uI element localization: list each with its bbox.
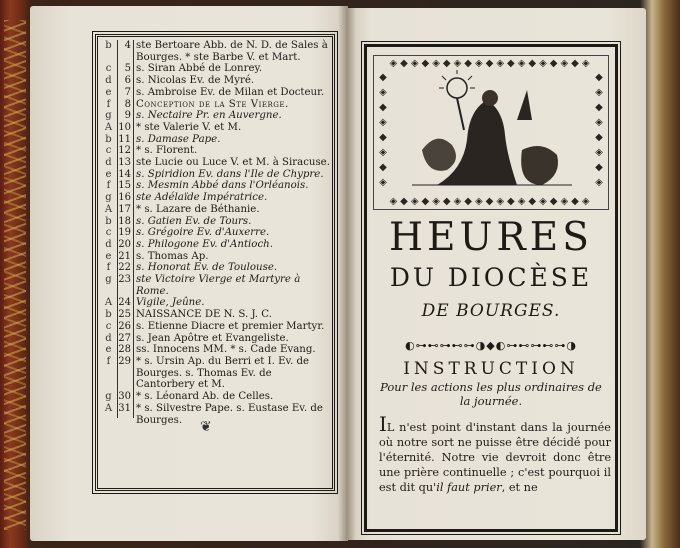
calendar-row — [100, 391, 332, 403]
dominical-letter: f — [106, 355, 111, 367]
calendar-row — [100, 40, 332, 63]
calendar-row — [100, 356, 332, 391]
saint-entry: s. Philogone Ev. d'Antioch. — [136, 238, 273, 250]
instruction-paragraph — [379, 412, 611, 495]
dominical-letter: b — [105, 215, 112, 227]
dominical-letter: e — [105, 86, 112, 98]
calendar-row — [100, 204, 332, 216]
dominical-letter: g — [105, 192, 112, 204]
engraving-illustration — [402, 70, 582, 195]
book-place: DE BOURGES. — [421, 301, 561, 321]
saint-entry: s. Nicolas Ev. de Myré. — [136, 75, 255, 87]
day-number: 18 — [118, 215, 131, 227]
calendar-row — [100, 75, 332, 87]
title-page-frame — [364, 44, 618, 532]
saint-entry: s. Nectaire Pr. en Auvergne. — [136, 110, 282, 122]
calendar-row — [100, 169, 332, 181]
saint-entry: ste Victoire Vierge et Martyre à Rome. — [136, 274, 301, 297]
saint-entry: s. Gatien Ev. de Tours. — [136, 215, 252, 227]
day-number: 13 — [118, 157, 131, 169]
saint-entry: s. Honorat Ev. de Toulouse. — [136, 262, 278, 274]
saint-entry: Vigile, Jeûne. — [136, 297, 205, 309]
dominical-letter: c — [105, 320, 112, 332]
dominical-letter: b — [105, 40, 112, 51]
calendar-row — [100, 134, 332, 146]
dominical-letter: e — [105, 250, 112, 262]
ornament-divider: ◐⊶⊷⊶⊷⊶◑◆◐⊶⊷⊶⊷⊶◑ — [405, 339, 577, 352]
saint-entry: s. Thomas Ap. — [136, 250, 209, 262]
day-number: 24 — [118, 297, 131, 309]
dominical-letter: d — [105, 238, 112, 250]
dominical-letter: b — [105, 133, 112, 145]
column-divider — [117, 40, 118, 418]
saint-entry: ste Bertoare Abb. de N. D. de Sales à Bourges. * ste Barbe V. et Mart. — [136, 40, 328, 63]
day-number: 9 — [124, 110, 131, 122]
ornament-row-bottom: ◈◆◈◆◈◆◈◆◈◆◈◆◈◆◈◆◈◆◈ — [389, 196, 593, 207]
day-number: 31 — [118, 402, 131, 414]
calendar-frame — [95, 34, 335, 491]
drop-cap: I — [379, 412, 387, 436]
saint-entry: ste Lucie ou Luce V. et M. à Siracuse. — [136, 157, 330, 169]
calendar-row — [100, 274, 332, 297]
saint-entry: * ste Valerie V. et M. — [136, 121, 242, 133]
day-number: 26 — [118, 320, 131, 332]
day-number: 23 — [118, 274, 131, 286]
day-number: 15 — [118, 180, 131, 192]
paragraph-text: L n'est point d'instant dans la journée où notre sort ne puisse être décidé pour l'éternité. Notre vie devroit donc être une prière continuelle ; c'est pourquoi il est dit qu' — [379, 421, 611, 494]
calendar-row — [100, 262, 332, 274]
day-number: 14 — [118, 168, 131, 180]
saint-entry: * s. Ursin Ap. du Berri et I. Ev. de Bourges. s. Thomas Ev. de Cantorbery et M. — [136, 355, 310, 391]
saint-entry: s. Siran Abbé de Lonrey. — [136, 63, 263, 75]
fleuron-ornament: ❦ — [200, 419, 212, 435]
day-number: 27 — [118, 332, 131, 344]
day-number: 11 — [118, 133, 131, 145]
ornament-row-top: ◈◆◈◆◈◆◈◆◈◆◈◆◈◆◈◆◈◆◈ — [389, 58, 593, 69]
saint-entry: * s. Léonard Ab. de Celles. — [136, 391, 274, 403]
day-number: 21 — [118, 250, 131, 262]
day-number: 7 — [124, 86, 131, 98]
calendar-row — [100, 192, 332, 204]
paragraph-text-end: , et ne — [501, 481, 538, 494]
dominical-letter: d — [105, 332, 112, 344]
calendar-row — [100, 216, 332, 228]
calendar-row — [100, 87, 332, 99]
dominical-letter: c — [105, 227, 112, 239]
saint-entry: ste Adélaïde Impératrice. — [136, 192, 268, 204]
dominical-letter: A — [104, 203, 113, 215]
day-number: 5 — [124, 63, 131, 75]
calendar-row — [100, 403, 332, 426]
dominical-letter: d — [105, 75, 112, 87]
day-number: 6 — [124, 75, 131, 87]
day-number: 22 — [118, 262, 131, 274]
dominical-letter: d — [105, 157, 112, 169]
dominical-letter: g — [105, 274, 112, 286]
column-divider — [133, 40, 134, 418]
saint-entry: s. Damase Pape. — [136, 133, 221, 145]
dominical-letter: e — [105, 168, 112, 180]
day-number: 20 — [118, 238, 131, 250]
calendar-row — [100, 145, 332, 157]
saint-entry: s. Mesmin Abbé dans l'Orléanois. — [136, 180, 309, 192]
saint-entry: s. Spiridion Ev. dans l'Ile de Chypre. — [136, 168, 324, 180]
calendar-row — [100, 344, 332, 356]
saint-entry: * s. Lazare de Béthanie. — [136, 203, 260, 215]
day-number: 30 — [118, 391, 131, 403]
dominical-letter: A — [104, 297, 113, 309]
calendar-row — [100, 251, 332, 263]
calendar-row — [100, 157, 332, 169]
calendar-row — [100, 227, 332, 239]
calendar-row — [100, 122, 332, 134]
day-number: 4 — [124, 40, 131, 51]
dominical-letter: f — [106, 262, 111, 274]
dominical-letter: g — [105, 110, 112, 122]
day-number: 10 — [118, 121, 131, 133]
saint-entry: ss. Innocens MM. * s. Cade Evang. — [136, 344, 316, 356]
dominical-letter: c — [105, 145, 112, 157]
dominical-letter: f — [106, 180, 111, 192]
calendar-row — [100, 297, 332, 309]
calendar-row — [100, 321, 332, 333]
day-number: 16 — [118, 192, 131, 204]
saint-entry: s. Grégoire Ev. d'Auxerre. — [136, 227, 270, 239]
ornament-column-left: ◆ ◈ ◆ ◈ ◆ ◈ ◆ ◈ — [379, 72, 387, 188]
saint-entry: * s. Silvestre Pape. s. Eustase Ev. de Bourges. — [136, 402, 323, 426]
section-subheading: Pour les actions les plus ordinaires de la journée. — [380, 380, 602, 408]
saint-entry: s. Ambroise Ev. de Milan et Docteur. — [136, 86, 325, 98]
day-number: 19 — [118, 227, 131, 239]
saint-entry: * s. Florent. — [136, 145, 198, 157]
gilt-spine-edge — [4, 20, 26, 530]
book-subtitle: DU DIOCÈSE — [389, 263, 593, 292]
day-number: 25 — [118, 309, 131, 321]
dominical-letter: A — [104, 402, 113, 414]
day-number: 28 — [118, 344, 131, 356]
ornament-column-right: ◆ ◈ ◆ ◈ ◆ ◈ ◆ ◈ — [595, 72, 603, 188]
dominical-letter: b — [105, 309, 112, 321]
calendar-row — [100, 180, 332, 192]
calendar-row — [100, 110, 332, 122]
dominical-letter: g — [105, 391, 112, 403]
calendar-row — [100, 239, 332, 251]
day-number: 17 — [118, 203, 131, 215]
saint-entry: Conception de la Ste Vierge. — [136, 98, 289, 110]
calendar-row — [100, 333, 332, 345]
saint-entry: s. Jean Apôtre et Evangeliste. — [136, 332, 289, 344]
saint-entry: NAISSANCE DE N. S. J. C. — [136, 309, 272, 321]
saint-entry: s. Etienne Diacre et premier Martyr. — [136, 320, 325, 332]
day-number: 12 — [118, 145, 131, 157]
ornamental-border-box — [373, 55, 609, 210]
day-number: 8 — [124, 98, 131, 110]
calendar-row — [100, 63, 332, 75]
book-title: HEURES — [389, 215, 593, 260]
calendar-table — [100, 40, 332, 426]
dominical-letter: c — [105, 63, 112, 75]
paragraph-italic: il faut prier — [436, 481, 502, 494]
dominical-letter: A — [104, 121, 113, 133]
section-heading: INSTRUCTION — [403, 359, 579, 379]
day-number: 29 — [118, 355, 131, 367]
calendar-row — [100, 309, 332, 321]
dominical-letter: e — [105, 344, 112, 356]
dominical-letter: f — [106, 98, 111, 110]
book-gutter — [338, 6, 356, 541]
calendar-row — [100, 99, 332, 111]
